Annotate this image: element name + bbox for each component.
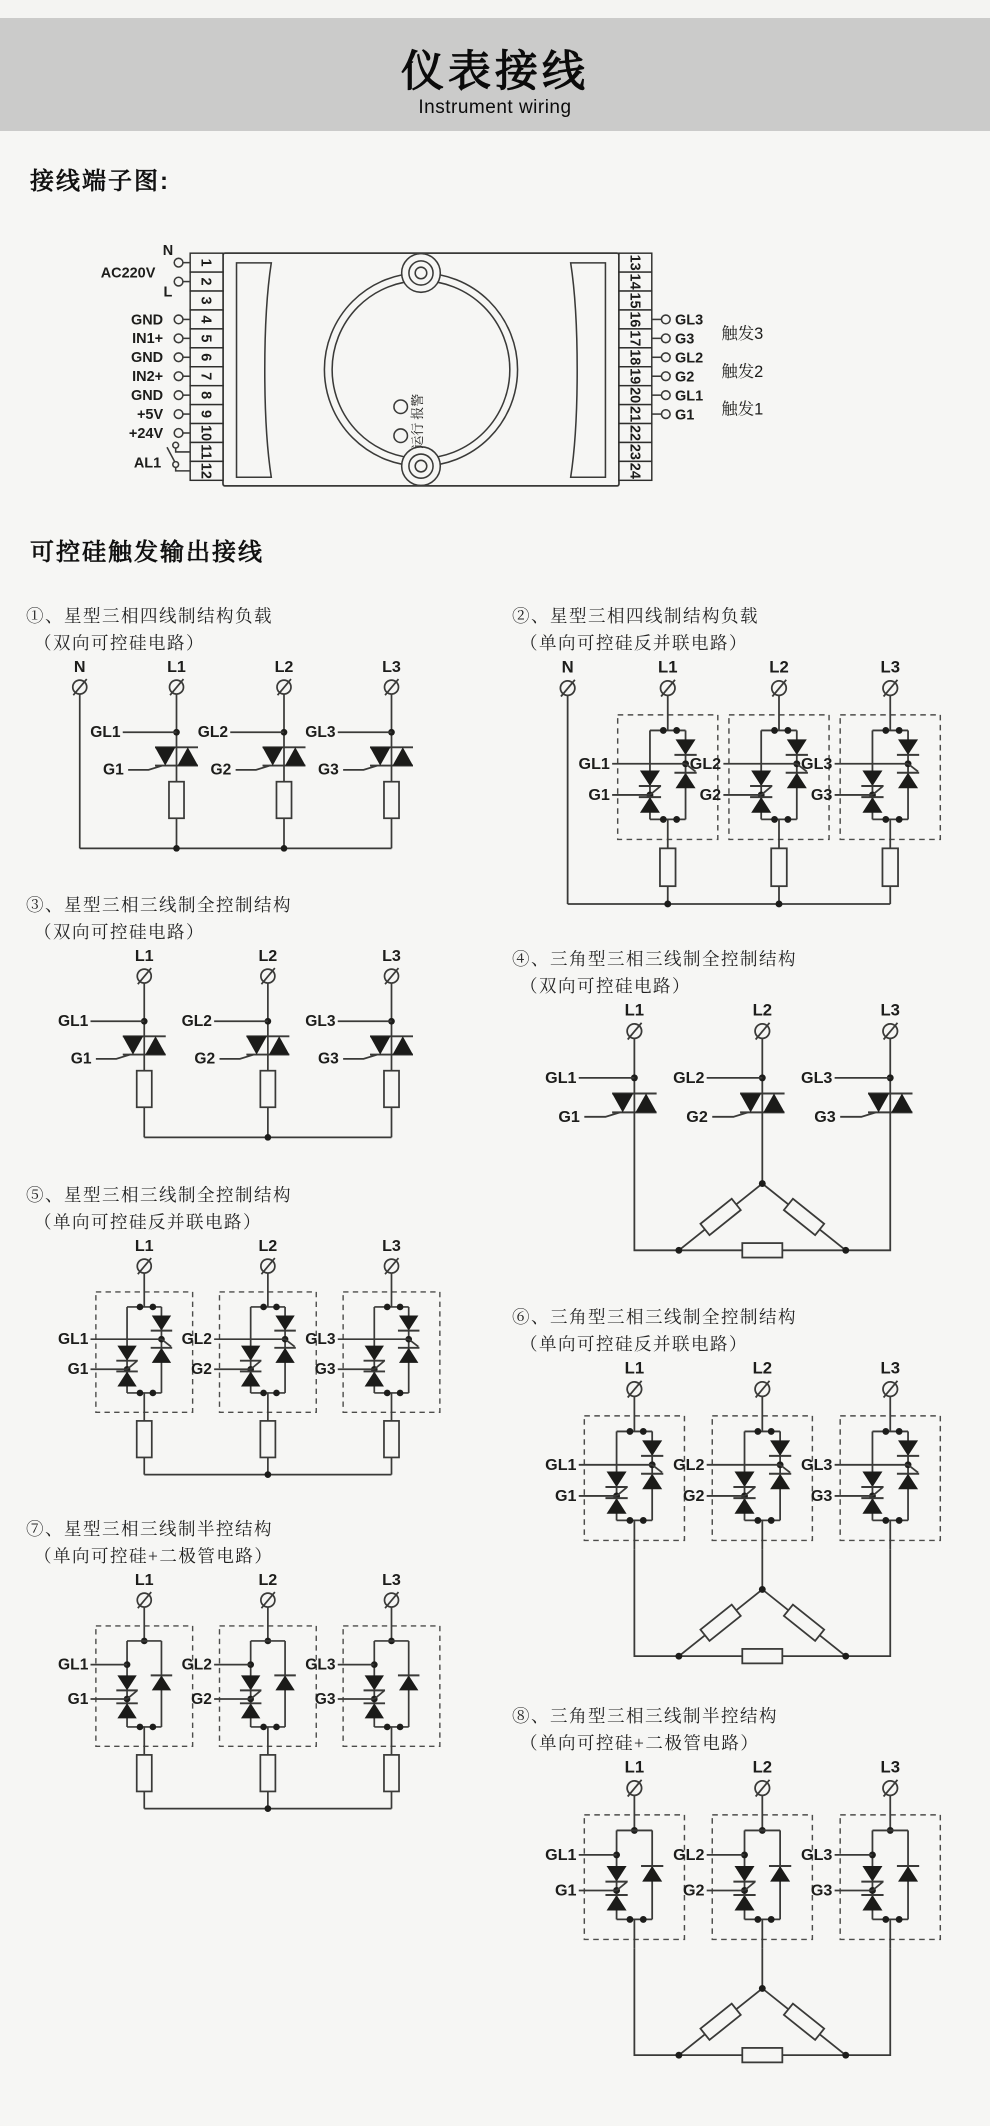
pin-label-gnd: GND	[130, 350, 164, 367]
svg-text:GL3: GL3	[305, 1656, 336, 1674]
phase-n	[560, 657, 574, 903]
trigger1-label: 触发1	[721, 400, 764, 419]
pin-label-al1: AL1	[133, 455, 162, 472]
circuit-title-line2: （单向可控硅反并联电路）	[520, 1333, 748, 1354]
circuit-title-line2: （单向可控硅反并联电路）	[520, 632, 748, 653]
alarm-led-label: 报警	[409, 393, 425, 420]
pin-label-gnd: GND	[130, 312, 164, 329]
svg-text:L1: L1	[624, 1757, 645, 1777]
phase-l1	[579, 657, 718, 903]
phase-l2	[182, 1237, 317, 1475]
svg-text:G1: G1	[70, 1051, 92, 1069]
circuit-8-diagram	[512, 1757, 957, 2071]
terminal-number: 4	[197, 315, 214, 324]
svg-text:GL2: GL2	[181, 1013, 212, 1031]
svg-text:G2: G2	[210, 761, 232, 779]
terminal-number: 11	[197, 444, 214, 460]
al1-switch-icon	[167, 442, 190, 471]
svg-text:L2: L2	[258, 947, 278, 966]
svg-text:G3: G3	[318, 1051, 339, 1069]
terminal-diagram-wrap	[82, 230, 990, 502]
svg-text:L1: L1	[134, 1236, 154, 1255]
right-pin-wiring	[652, 313, 763, 424]
circuit-title-line1: ①、星型三相四线制结构负载	[26, 605, 273, 626]
circuit-7-title	[26, 1516, 498, 1570]
terminal-number: 6	[197, 353, 214, 362]
circuits-left-column	[26, 577, 498, 2076]
svg-text:GL1: GL1	[58, 1330, 89, 1348]
circuit-8	[512, 1703, 984, 2076]
phase-l1	[545, 1001, 656, 1126]
svg-text:L2: L2	[769, 657, 789, 677]
svg-text:GL3: GL3	[801, 754, 833, 773]
delta-load	[634, 1948, 890, 2062]
phase-l2	[182, 947, 290, 1137]
circuit-1-title	[26, 603, 498, 657]
left-pin-wiring	[101, 243, 190, 471]
terminal-number: 14	[626, 273, 643, 290]
svg-text:GL2: GL2	[673, 1069, 705, 1088]
pin-label-n: N	[162, 243, 174, 260]
svg-text:G3: G3	[814, 1107, 836, 1126]
delta-load	[634, 1549, 890, 1663]
svg-text:L1: L1	[134, 1571, 154, 1590]
terminal-number: 15	[626, 292, 643, 309]
circuit-title-line1: ⑥、三角型三相三线制全控制结构	[512, 1306, 797, 1327]
svg-text:L2: L2	[752, 1757, 773, 1777]
svg-text:G3: G3	[810, 1486, 833, 1505]
svg-text:GL2: GL2	[181, 1330, 212, 1348]
circuit-2-diagram	[512, 657, 957, 915]
left-terminal-strip	[190, 253, 223, 480]
phase-l3	[305, 947, 413, 1137]
svg-text:GL2: GL2	[197, 723, 229, 741]
phase-l3	[801, 1757, 940, 1948]
svg-text:G2: G2	[682, 1881, 705, 1900]
circuit-5-diagram	[26, 1236, 456, 1485]
phase-l2	[182, 1571, 317, 1809]
terminal-number: 19	[626, 368, 643, 385]
svg-text:L1: L1	[624, 1000, 645, 1020]
pin-label-5v: +5V	[136, 406, 164, 423]
svg-text:N: N	[73, 657, 86, 676]
terminal-number: 22	[626, 424, 643, 442]
terminal-number: 18	[626, 349, 643, 366]
svg-text:G2: G2	[191, 1360, 212, 1378]
terminal-number: 21	[626, 406, 643, 423]
svg-text:GL3: GL3	[801, 1069, 833, 1088]
svg-text:L2: L2	[752, 1358, 773, 1378]
svg-text:L1: L1	[658, 657, 678, 677]
terminal-number: 8	[197, 391, 214, 400]
svg-text:G3: G3	[810, 1881, 833, 1900]
svg-text:G3: G3	[318, 761, 339, 779]
svg-text:GL3: GL3	[305, 1013, 336, 1031]
svg-text:GL1: GL1	[545, 1069, 577, 1088]
svg-text:L3: L3	[382, 1571, 401, 1590]
svg-text:L1: L1	[167, 657, 186, 676]
terminal-number: 7	[197, 372, 214, 381]
svg-text:GL1: GL1	[545, 1455, 577, 1474]
pin-label-g3: G3	[674, 331, 695, 348]
svg-text:G1: G1	[67, 1691, 89, 1709]
svg-text:L3: L3	[880, 657, 900, 677]
phase-l2	[673, 1001, 784, 1126]
svg-text:G1: G1	[555, 1486, 577, 1505]
page-title: 仪表接线	[401, 48, 589, 96]
mounting-screw-top-icon	[402, 254, 441, 293]
phase-l1	[545, 1359, 684, 1550]
run-led-label: 运行	[409, 422, 425, 449]
circuit-title-line1: ⑧、三角型三相三线制半控结构	[512, 1705, 778, 1726]
svg-text:GL1: GL1	[578, 754, 610, 773]
terminal-number: 10	[197, 424, 214, 442]
trigger2-label: 触发2	[721, 362, 764, 381]
alarm-led-icon	[394, 400, 408, 414]
terminal-number: 20	[626, 387, 643, 404]
terminal-number: 12	[197, 462, 214, 479]
pin-label-gl1: GL1	[674, 388, 704, 405]
phase-l1	[545, 1757, 684, 1948]
circuit-5	[26, 1182, 498, 1491]
circuit-title-line2: （双向可控硅电路）	[34, 632, 205, 653]
svg-text:L1: L1	[624, 1358, 645, 1378]
phase-l3	[801, 1359, 940, 1550]
trigger-section-heading: 可控硅触发输出接线	[30, 538, 264, 566]
terminal-number: 24	[626, 462, 643, 479]
phase-l1	[58, 1571, 193, 1809]
circuit-2-title	[512, 603, 984, 657]
svg-text:L2: L2	[274, 657, 294, 676]
svg-text:G1: G1	[103, 761, 124, 779]
terminal-number: 17	[626, 330, 643, 347]
svg-text:GL3: GL3	[801, 1845, 833, 1864]
svg-text:GL3: GL3	[801, 1455, 833, 1474]
title-banner	[0, 18, 990, 131]
circuit-title-line2: （单向可控硅+二极管电路）	[34, 1546, 274, 1567]
circuit-6	[512, 1304, 984, 1677]
terminal-number: 1	[197, 258, 214, 267]
circuit-4-title	[512, 946, 984, 1000]
svg-text:L1: L1	[134, 947, 154, 966]
svg-text:G1: G1	[588, 785, 610, 804]
circuit-title-line1: ⑤、星型三相三线制全控制结构	[26, 1184, 292, 1205]
pin-label-l: L	[163, 284, 173, 301]
svg-text:G1: G1	[67, 1360, 89, 1378]
circuit-1-diagram	[26, 657, 456, 861]
phase-l2	[673, 1757, 812, 1948]
right-terminal-strip	[619, 253, 652, 480]
terminal-number: 13	[626, 254, 643, 271]
svg-text:L3: L3	[382, 1236, 401, 1255]
circuit-7-diagram	[26, 1570, 456, 1819]
svg-text:L2: L2	[258, 1236, 278, 1255]
circuit-4	[512, 946, 984, 1278]
phase-l1	[90, 658, 198, 848]
terminal-number: 23	[626, 443, 643, 460]
circuit-title-line2: （单向可控硅反并联电路）	[34, 1211, 262, 1232]
pin-label-gl2: GL2	[674, 350, 704, 367]
circuits-grid	[0, 567, 990, 2126]
phase-l1	[58, 947, 166, 1137]
circuit-title-line1: ③、星型三相三线制全控制结构	[26, 895, 292, 916]
svg-text:GL2: GL2	[673, 1845, 705, 1864]
circuit-title-line1: ②、星型三相四线制结构负载	[512, 605, 759, 626]
terminal-number: 3	[197, 296, 214, 305]
svg-text:GL2: GL2	[673, 1455, 705, 1474]
terminal-number: 2	[197, 277, 214, 286]
svg-text:GL1: GL1	[90, 723, 121, 741]
circuit-title-line2: （双向可控硅电路）	[34, 922, 205, 943]
svg-text:G2: G2	[699, 785, 722, 804]
svg-text:GL2: GL2	[689, 754, 722, 773]
circuit-7	[26, 1516, 498, 1825]
svg-text:G2: G2	[682, 1486, 705, 1505]
svg-text:GL3: GL3	[305, 723, 336, 741]
svg-text:G2: G2	[191, 1691, 212, 1709]
circuit-title-line1: ④、三角型三相三线制全控制结构	[512, 948, 797, 969]
svg-text:L3: L3	[880, 1757, 900, 1777]
svg-text:G3: G3	[314, 1691, 336, 1709]
terminal-number: 5	[197, 334, 214, 343]
pin-label-g1: G1	[674, 407, 695, 424]
svg-text:L2: L2	[258, 1571, 278, 1590]
svg-text:G1: G1	[555, 1881, 577, 1900]
svg-text:G3: G3	[314, 1360, 336, 1378]
delta-load	[634, 1113, 890, 1258]
phase-l2	[198, 658, 306, 848]
circuit-4-diagram	[512, 1000, 957, 1273]
svg-text:N: N	[561, 657, 574, 677]
circuits-right-column	[512, 577, 984, 2076]
svg-text:L2: L2	[752, 1000, 773, 1020]
phase-l3	[305, 1237, 440, 1475]
circuit-3	[26, 892, 498, 1156]
phase-l2	[690, 657, 829, 903]
meter-body	[223, 253, 619, 486]
pin-label-gnd: GND	[130, 387, 164, 404]
mounting-screw-bottom-icon	[402, 447, 441, 486]
trigger3-label: 触发3	[721, 325, 764, 344]
circuit-1	[26, 603, 498, 867]
svg-text:L3: L3	[880, 1000, 900, 1020]
svg-text:GL1: GL1	[545, 1845, 577, 1864]
svg-text:GL2: GL2	[181, 1656, 212, 1674]
pin-label-in2: IN2+	[132, 369, 164, 386]
top-strip	[0, 0, 990, 18]
circuit-2	[512, 603, 984, 920]
circuit-6-title	[512, 1304, 984, 1358]
terminal-number: 9	[197, 410, 214, 419]
circuit-5-title	[26, 1182, 498, 1236]
pin-label-24v: +24V	[128, 425, 164, 442]
phase-l3	[801, 657, 940, 903]
phase-l1	[58, 1237, 193, 1475]
svg-text:G3: G3	[810, 785, 833, 804]
terminal-number: 16	[626, 311, 643, 328]
svg-text:GL3: GL3	[305, 1330, 336, 1348]
phase-l3	[801, 1001, 912, 1126]
phase-n	[73, 658, 87, 848]
svg-text:L3: L3	[382, 947, 401, 966]
phase-l2	[673, 1359, 812, 1550]
circuit-8-title	[512, 1703, 984, 1757]
circuit-title-line2: （双向可控硅电路）	[520, 976, 691, 997]
svg-text:GL1: GL1	[58, 1013, 89, 1031]
svg-text:GL1: GL1	[58, 1656, 89, 1674]
svg-text:G2: G2	[686, 1107, 708, 1126]
circuit-title-line1: ⑦、星型三相三线制半控结构	[26, 1519, 273, 1540]
circuit-3-title	[26, 892, 498, 946]
page-subtitle: Instrument wiring	[418, 97, 572, 118]
svg-text:G1: G1	[558, 1107, 580, 1126]
circuit-6-diagram	[512, 1358, 957, 1672]
svg-text:L3: L3	[382, 657, 401, 676]
phase-l3	[305, 1571, 440, 1809]
terminal-diagram	[82, 230, 787, 497]
pin-label-ac220v: AC220V	[100, 265, 156, 282]
svg-text:L3: L3	[880, 1358, 900, 1378]
circuit-3-diagram	[26, 946, 456, 1150]
phase-l3	[305, 658, 413, 848]
pin-label-in1: IN1+	[132, 331, 164, 348]
terminal-section-heading: 接线端子图:	[30, 168, 170, 195]
pin-label-gl3: GL3	[674, 312, 704, 329]
run-led-icon	[394, 429, 408, 443]
svg-text:G2: G2	[194, 1051, 216, 1069]
circuit-title-line2: （单向可控硅+二极管电路）	[520, 1732, 760, 1753]
pin-label-g2: G2	[674, 369, 695, 386]
